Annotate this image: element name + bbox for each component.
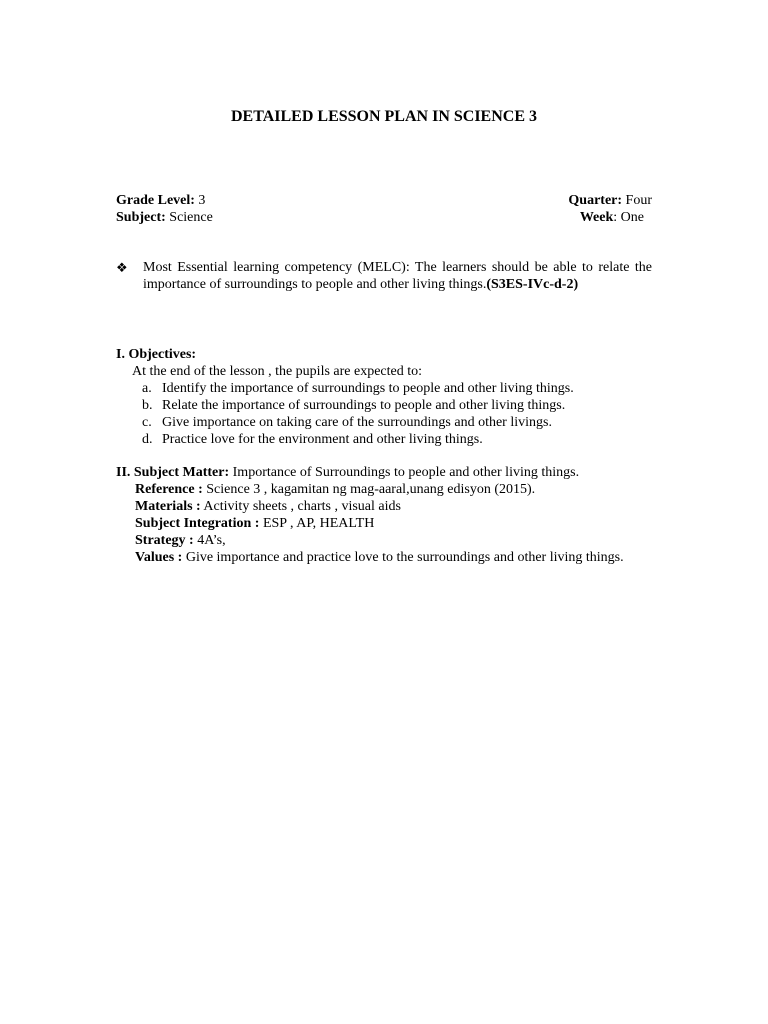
grade-level-value: 3 (194, 193, 206, 208)
objectives-intro: At the end of the lesson , the pupils are expected to: (132, 364, 423, 379)
melc-statement: Most Essential learning competency (MELC): The learners should be able to relate the importance of surroundings to people and other living things. (143, 260, 652, 292)
values-line (116, 549, 652, 566)
melc-section (116, 259, 652, 293)
list-item-text: Give importance on taking care of the surroundings and other livings. (162, 415, 552, 430)
integration-line (135, 515, 652, 532)
subject-field (116, 209, 213, 226)
quarter-field (568, 192, 652, 209)
list-marker: d. (142, 432, 153, 447)
objectives-section (116, 346, 652, 448)
list-marker: b. (142, 398, 153, 413)
week-label: Week (579, 210, 614, 225)
melc-text (143, 259, 652, 293)
list-item (116, 397, 652, 414)
reference-label: Reference : (135, 482, 203, 497)
subject-matter-topic: Importance of Surroundings to people and other living things. (229, 465, 580, 480)
list-item-text: Relate the importance of surroundings to people and other living things. (162, 398, 566, 413)
strategy-label: Strategy : (135, 533, 194, 548)
materials-line (135, 498, 652, 515)
header-row-subject-week (116, 209, 652, 226)
melc-code: (S3ES-IVc-d-2) (486, 277, 579, 292)
list-marker: c. (142, 415, 152, 430)
strategy-line (135, 532, 652, 549)
list-item (116, 431, 652, 448)
integration-value: ESP , AP, HEALTH (259, 516, 375, 531)
list-marker: a. (142, 381, 152, 396)
subject-matter-heading: II. Subject Matter: (116, 465, 230, 480)
objectives-list (116, 380, 652, 448)
week-field (580, 209, 652, 226)
week-value: : One (613, 210, 644, 225)
subject-matter-section (116, 464, 652, 566)
values-label: Values : (135, 550, 183, 565)
list-item-text: Practice love for the environment and other living things. (162, 432, 483, 447)
page-title: DETAILED LESSON PLAN IN SCIENCE 3 (231, 108, 537, 125)
materials-value: Activity sheets , charts , visual aids (200, 499, 401, 514)
diamond-bullet-icon: ❖ (116, 260, 128, 275)
grade-level-label: Grade Level: (116, 193, 195, 208)
values-value: Give importance and practice love to the surroundings and other living things. (182, 550, 624, 565)
subject-label: Subject: (116, 210, 166, 225)
list-item-text: Identify the importance of surroundings to people and other living things. (162, 381, 574, 396)
subject-matter-line (116, 464, 652, 481)
subject-value: Science (165, 210, 213, 225)
materials-label: Materials : (135, 499, 201, 514)
list-item (116, 380, 652, 397)
quarter-label: Quarter: (568, 193, 623, 208)
grade-level-field (116, 192, 205, 209)
integration-label: Subject Integration : (135, 516, 260, 531)
strategy-value: 4A’s, (193, 533, 226, 548)
reference-line (135, 481, 652, 498)
objectives-heading: I. Objectives: (116, 347, 197, 362)
reference-value: Science 3 , kagamitan ng mag-aaral,unang edisyon (2015). (202, 482, 536, 497)
quarter-value: Four (622, 193, 652, 208)
list-item (116, 414, 652, 431)
header-row-grade-quarter (116, 192, 652, 209)
